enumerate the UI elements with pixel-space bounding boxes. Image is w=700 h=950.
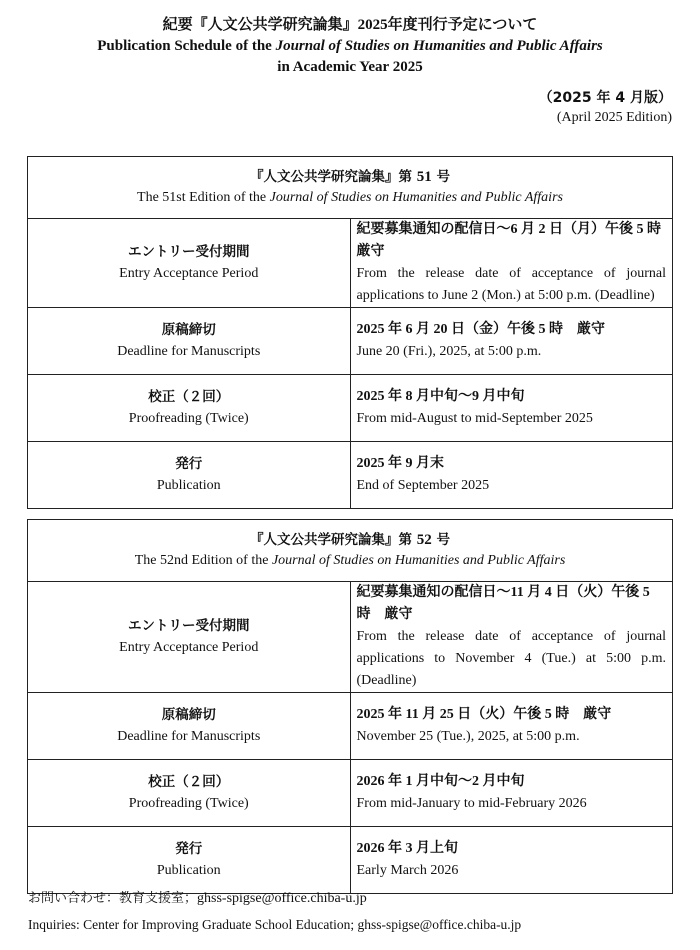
row-label [28, 827, 351, 894]
row-value-ja: 紀要募集通知の配信日～11 月 4 日（火）午後 5 時 厳守 [356, 585, 650, 622]
inquiry-en: Inquiries: Center for Improving Graduate School Education; ghss-spigse@office.chiba-u.jp [28, 917, 522, 932]
row-label-ja: 発行 [175, 841, 203, 857]
row-label [28, 442, 351, 509]
row-label-ja: 発行 [175, 456, 203, 472]
inquiry-ja-label: お問い合わせ：教育支援室； [28, 891, 198, 906]
row-value-en: From the release date of acceptance of journal applications to June 2 (Mon.) at 5:00 p.m. (Deadline) [356, 266, 666, 303]
row-label [28, 760, 351, 827]
table-row [28, 219, 673, 308]
row-value [350, 375, 673, 442]
row-value [350, 693, 673, 760]
inquiry-ja [28, 890, 521, 908]
table-row [28, 582, 673, 693]
title-english [0, 36, 700, 57]
table-row [28, 375, 673, 442]
row-value-ja: 2025 年 6 月 20 日（金）午後 5 時 厳守 [356, 322, 605, 337]
row-value-ja: 紀要募集通知の配信日～6 月 2 日（月）午後 5 時 厳守 [356, 222, 675, 259]
row-value-en: June 20 (Fri.), 2025, at 5:00 p.m. [356, 344, 542, 359]
edition-title-en-journal: Journal of Studies on Humanities and Public Affairs [271, 552, 566, 568]
row-label-ja: 校正（２回） [148, 389, 230, 405]
title-english-line2: in Academic Year 2025 [277, 59, 423, 75]
row-value-ja: 2026 年 1 月中旬～2 月中旬 [356, 774, 525, 789]
row-label-ja: 原稿締切 [161, 322, 216, 338]
title-japanese [0, 14, 700, 36]
row-value-en: Early March 2026 [356, 863, 459, 878]
row-value [350, 827, 673, 894]
table-header-51 [28, 157, 673, 219]
title-ja-year: 2025 [357, 17, 388, 33]
edition-note [539, 88, 672, 128]
row-label [28, 375, 351, 442]
table-row [28, 760, 673, 827]
edition-title-en-pre: The 51st Edition of the [137, 189, 270, 205]
row-label-ja: 校正（２回） [148, 774, 230, 790]
edition-number: 52 [416, 531, 432, 548]
row-value-ja: 2025 年 9 月末 [356, 456, 444, 471]
row-label-ja: 原稿締切 [161, 707, 216, 723]
row-label-en: Deadline for Manuscripts [117, 729, 261, 744]
title-en-journal: Journal of Studies on Humanities and Public Affairs [275, 38, 603, 54]
schedule-table-52 [27, 519, 673, 894]
title-ja-journal: 紀要『人文公共学研究論集』 [162, 15, 358, 33]
edition-title-en [28, 550, 672, 572]
edition-title-ja [28, 167, 672, 187]
edition-title-en [28, 187, 672, 209]
title-ja-suffix: 年度刊行予定について [387, 15, 538, 33]
edition-title-ja-pre: 『人文公共学研究論集』第 [250, 531, 417, 548]
table-header-52 [28, 520, 673, 582]
row-value [350, 760, 673, 827]
row-label-ja: エントリー受付期間 [128, 618, 250, 634]
schedule-table-51 [27, 156, 673, 509]
row-label [28, 693, 351, 760]
row-value-en: November 25 (Tue.), 2025, at 5:00 p.m. [356, 729, 580, 744]
row-label-en: Proofreading (Twice) [128, 796, 249, 811]
table-row [28, 693, 673, 760]
row-label-en: Publication [156, 863, 221, 878]
row-label-ja: エントリー受付期間 [128, 244, 250, 260]
row-value-en: From the release date of acceptance of journal applications to November 4 (Tue.) at 5:00 p.m. (Deadline) [356, 629, 666, 688]
edition-title-en-pre: The 52nd Edition of the [134, 552, 272, 568]
row-value [350, 308, 673, 375]
row-value [350, 219, 673, 308]
row-label-en: Entry Acceptance Period [119, 640, 259, 655]
row-value-en: From mid-January to mid-February 2026 [356, 796, 587, 811]
row-label [28, 219, 351, 308]
edition-title-ja-pre: 『人文公共学研究論集』第 [250, 168, 417, 185]
document-header [0, 14, 700, 78]
row-value [350, 442, 673, 509]
row-label-en: Entry Acceptance Period [119, 266, 259, 281]
edition-number: 51 [416, 168, 432, 185]
title-en-prefix: Publication Schedule of the [97, 38, 276, 54]
table-row [28, 308, 673, 375]
table-row [28, 827, 673, 894]
row-label-en: Publication [156, 478, 221, 493]
inquiry-footer [28, 890, 521, 934]
row-value-ja: 2025 年 11 月 25 日（火）午後 5 時 厳守 [356, 707, 612, 722]
edition-title-ja-post: 号 [431, 531, 450, 548]
edition-title-ja-post: 号 [431, 168, 450, 185]
edition-en: (April 2025 Edition) [556, 110, 672, 125]
row-value-ja: 2025 年 8 月中旬～9 月中旬 [356, 389, 525, 404]
table-row [28, 442, 673, 509]
row-value-ja: 2026 年 3 月上旬 [356, 841, 458, 856]
edition-title-ja [28, 530, 672, 550]
row-value-en: End of September 2025 [356, 478, 490, 493]
row-value-en: From mid-August to mid-September 2025 [356, 411, 593, 426]
edition-ja: （2025 年 4 月版） [538, 90, 672, 106]
row-value [350, 582, 673, 693]
edition-title-en-journal: Journal of Studies on Humanities and Public Affairs [269, 189, 563, 205]
row-label-en: Deadline for Manuscripts [117, 344, 261, 359]
row-label [28, 308, 351, 375]
row-label-en: Proofreading (Twice) [128, 411, 249, 426]
row-label [28, 582, 351, 693]
inquiry-email: ghss-spigse@office.chiba-u.jp [197, 891, 367, 906]
